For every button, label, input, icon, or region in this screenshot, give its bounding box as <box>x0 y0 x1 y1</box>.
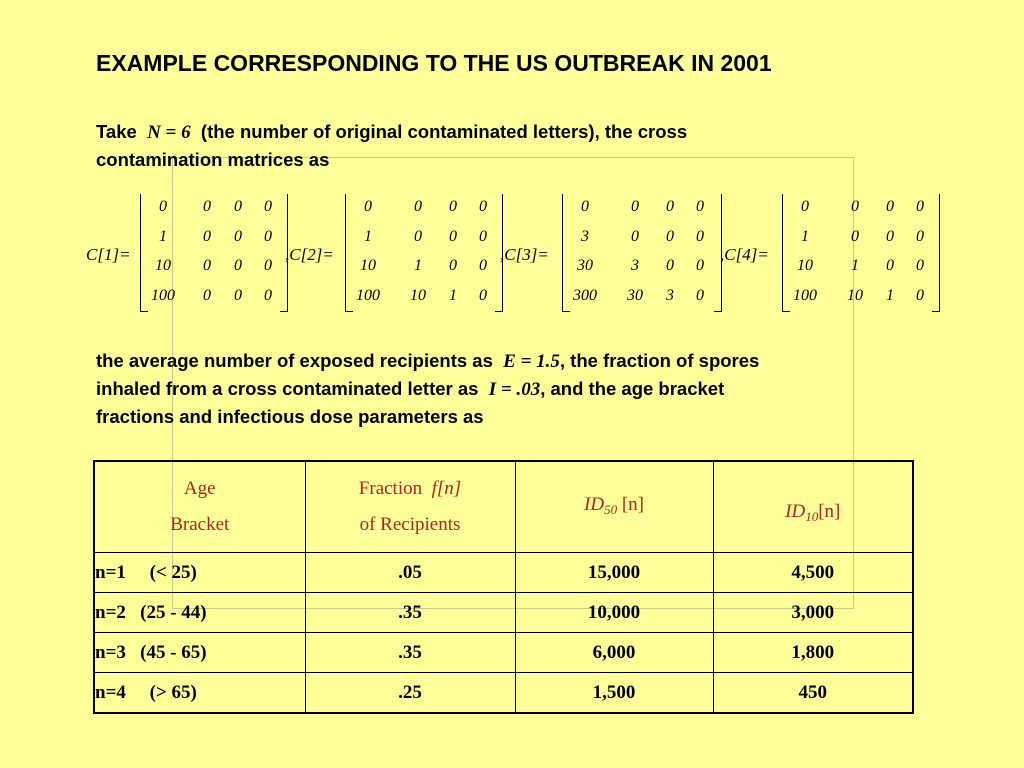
row-id50: 1,500 <box>515 673 713 714</box>
matrix-cell: 1 <box>159 228 167 245</box>
row-id50: 15,000 <box>515 553 713 593</box>
matrix-cell: 0 <box>581 198 589 215</box>
header-age-bracket <box>94 461 305 553</box>
row-n: n=2 <box>95 601 126 623</box>
intro-line-2: contamination matrices as <box>96 149 330 170</box>
header-fraction-line-1: Fraction <box>358 478 423 499</box>
matrix-cell: 10 <box>155 257 171 274</box>
matrix-cell: 1 <box>449 287 457 304</box>
table-row <box>94 633 913 673</box>
matrix-cell: 1 <box>414 257 422 274</box>
header-id10-arg: [n] <box>818 500 841 522</box>
header-id50-symbol: ID <box>584 493 605 515</box>
matrix-cell: 0 <box>916 198 924 215</box>
matrix-cell: 0 <box>851 228 859 245</box>
matrix-cell: 0 <box>916 257 924 274</box>
header-id10-symbol: ID <box>785 500 806 522</box>
row-fraction: .25 <box>305 673 515 714</box>
matrix-cell: 0 <box>631 228 639 245</box>
row-bracket: (< 25) <box>149 561 197 583</box>
matrix-cell: 0 <box>264 228 272 245</box>
row-n: n=4 <box>95 681 126 703</box>
matrix-label <box>86 245 131 265</box>
header-age-line-2: Bracket <box>170 514 230 535</box>
row-fraction: .35 <box>305 593 515 633</box>
header-age-line-1: Age <box>183 478 216 499</box>
row-bracket: (45 - 65) <box>140 641 207 663</box>
matrix-cell: 0 <box>696 287 704 304</box>
row-label <box>94 593 305 633</box>
matrix-bracket-right-foot <box>932 311 939 312</box>
para2-line-3: fractions and infectious dose parameters as <box>96 406 484 427</box>
row-id50: 6,000 <box>515 633 713 673</box>
row-id10: 450 <box>713 673 913 714</box>
matrix-cell: 0 <box>886 198 894 215</box>
header-id50-subscript: 50 <box>604 501 618 517</box>
matrix-cell: 0 <box>264 198 272 215</box>
table-row <box>94 553 913 593</box>
matrix-cell: 1 <box>801 228 809 245</box>
matrix-cell: 100 <box>151 287 175 304</box>
matrix-cell: 0 <box>449 228 457 245</box>
parameters-table <box>93 460 914 714</box>
matrix-bracket-right-foot <box>714 311 721 312</box>
matrix-cell: 100 <box>356 287 380 304</box>
row-n: n=1 <box>95 561 126 583</box>
matrix-cell: 1 <box>886 287 894 304</box>
header-id50-arg: [n] <box>617 493 644 515</box>
matrix-label <box>720 245 769 265</box>
matrix-bracket-left-foot <box>346 311 353 312</box>
matrix-cell: 300 <box>573 287 597 304</box>
matrix-cell: 0 <box>203 198 211 215</box>
matrix-bracket-right-foot <box>280 311 287 312</box>
row-fraction: .05 <box>305 553 515 593</box>
row-fraction: .35 <box>305 633 515 673</box>
matrix-bracket-right-foot <box>495 311 502 312</box>
matrix-cell: 0 <box>666 198 674 215</box>
slide-title: EXAMPLE CORRESPONDING TO THE US OUTBREAK IN 2001 <box>96 50 772 76</box>
matrix-bracket-left-foot <box>141 311 148 312</box>
matrix-cell: 0 <box>666 257 674 274</box>
matrix-cell: 0 <box>916 287 924 304</box>
header-id10 <box>713 461 913 553</box>
matrix-cell: 0 <box>696 257 704 274</box>
matrix-cell: 10 <box>847 287 863 304</box>
matrix-label-text: C[2]= <box>289 245 334 264</box>
row-bracket: (> 65) <box>149 681 197 703</box>
matrix-label-text: C[4]= <box>724 245 769 264</box>
row-label <box>94 553 305 593</box>
matrix-cell: 10 <box>410 287 426 304</box>
matrix-cell: 0 <box>203 257 211 274</box>
header-fraction-line-2: of Recipients <box>359 514 461 535</box>
matrix-cell: 0 <box>479 257 487 274</box>
matrix-cell: 0 <box>234 198 242 215</box>
matrix-cell: 0 <box>631 198 639 215</box>
matrix-cell: 0 <box>916 228 924 245</box>
para2-line-1 <box>96 347 759 376</box>
matrix-cell: 0 <box>264 257 272 274</box>
para2-i-expression: I = .03 <box>488 379 541 400</box>
matrix-cell: 0 <box>203 228 211 245</box>
row-id10: 1,800 <box>713 633 913 673</box>
matrix-cell: 0 <box>414 198 422 215</box>
matrix-body <box>140 194 288 312</box>
matrix-label <box>500 245 549 265</box>
intro-line-1 <box>96 118 687 147</box>
table-header-row <box>94 461 913 553</box>
matrix-cell: 0 <box>264 287 272 304</box>
header-fraction-var: f[n] <box>431 478 462 499</box>
matrix-cell: 1 <box>851 257 859 274</box>
matrix-body <box>782 194 940 312</box>
matrix-separator: , <box>500 245 505 264</box>
matrix-label-text: C[1]= <box>86 245 131 264</box>
matrix-cell: 0 <box>801 198 809 215</box>
matrix-cell: 3 <box>631 257 639 274</box>
row-id10: 4,500 <box>713 553 913 593</box>
matrix-label-text: C[3]= <box>504 245 549 264</box>
row-label <box>94 633 305 673</box>
row-id10: 3,000 <box>713 593 913 633</box>
matrix-cell: 30 <box>577 257 593 274</box>
row-n: n=3 <box>95 641 126 663</box>
matrix-bracket-left-foot <box>783 311 790 312</box>
matrix-cell: 0 <box>234 257 242 274</box>
matrix-cell: 0 <box>479 198 487 215</box>
matrix-cell: 0 <box>851 198 859 215</box>
matrix-cell: 10 <box>360 257 376 274</box>
matrix-cell: 0 <box>696 198 704 215</box>
header-id50 <box>515 461 713 553</box>
matrix-cell: 30 <box>627 287 643 304</box>
intro-after-n: (the number of original contaminated letters), the cross <box>200 121 688 142</box>
matrix-separator: , <box>285 245 290 264</box>
row-bracket: (25 - 44) <box>140 601 207 623</box>
matrix-cell: 0 <box>886 228 894 245</box>
table-row <box>94 593 913 633</box>
matrix-cell: 10 <box>797 257 813 274</box>
row-label <box>94 673 305 714</box>
para2-e-expression: E = 1.5 <box>503 351 560 372</box>
matrix-cell: 0 <box>666 228 674 245</box>
para2-l2a: inhaled from a cross contaminated letter as <box>96 378 479 399</box>
row-id50: 10,000 <box>515 593 713 633</box>
matrix-separator: , <box>720 245 725 264</box>
matrix-cell: 0 <box>479 287 487 304</box>
matrix-body <box>345 194 503 312</box>
matrix-cell: 0 <box>234 287 242 304</box>
matrix-cell: 0 <box>234 228 242 245</box>
table-row <box>94 673 913 714</box>
header-id10-subscript: 10 <box>805 508 819 524</box>
matrix-cell: 1 <box>364 228 372 245</box>
matrix-body <box>562 194 725 312</box>
header-fraction <box>305 461 515 553</box>
matrix-cell: 0 <box>696 228 704 245</box>
para2-l1a: the average number of exposed recipients as <box>96 350 493 371</box>
matrix-cell: 0 <box>449 198 457 215</box>
para2-l2b: , and the age bracket <box>540 378 725 399</box>
matrix-cell: 0 <box>203 287 211 304</box>
matrix-cell: 0 <box>449 257 457 274</box>
matrix-cell: 0 <box>159 198 167 215</box>
matrix-cell: 0 <box>364 198 372 215</box>
matrix-cell: 0 <box>414 228 422 245</box>
matrix-bracket-left-foot <box>563 311 570 312</box>
matrix-cell: 100 <box>793 287 817 304</box>
matrix-cell: 0 <box>886 257 894 274</box>
para2-line-2 <box>96 375 724 404</box>
matrix-cell: 0 <box>479 228 487 245</box>
matrix-cell: 3 <box>581 228 589 245</box>
intro-n-expression: N = 6 <box>147 122 191 143</box>
intro-take: Take <box>96 121 137 142</box>
matrix-label <box>285 245 334 265</box>
matrix-cell: 3 <box>666 287 674 304</box>
para2-l1b: , the fraction of spores <box>559 350 760 371</box>
